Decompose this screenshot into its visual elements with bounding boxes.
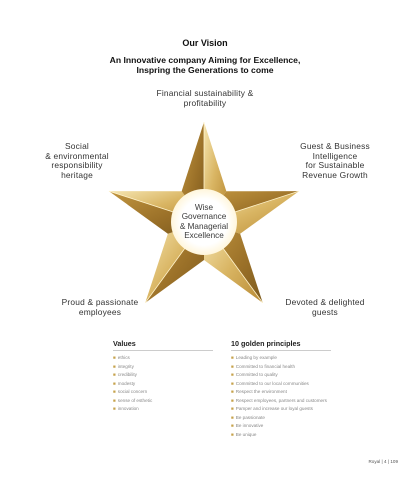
value-item: ■ ethics [113,355,130,360]
value-item: ■ innovation [113,406,139,411]
value-item: ■ social concern [113,389,148,394]
principle-item: ■ Respect employees, partners and customers [231,397,327,403]
value-item: ■ modesty [113,380,136,386]
bullet-icon: ■ [113,406,116,411]
bullet-icon: ■ [113,372,116,377]
value-item: ■ integrity [113,363,134,369]
bullet-icon: ■ [231,380,234,386]
bullet-icon: ■ [231,431,234,437]
star-label-left: Social & environmental responsibility heritage [45,141,109,180]
bullet-icon: ■ [231,397,234,403]
bullet-icon: ■ [231,414,234,420]
bullet-icon: ■ [231,372,234,377]
principle-item: ■ Be innovative [231,423,264,428]
principles-divider [231,350,331,351]
principle-item: ■ Leading by example [231,355,277,360]
bullet-icon: ■ [231,423,234,428]
principle-item: ■ Be unique [231,431,257,437]
page-title: Our Vision [182,38,228,48]
principle-item: ■ Be passionate [231,414,265,420]
principles-heading: 10 golden principles [231,339,301,348]
values-list [113,354,152,414]
vision-line-1: An Innovative company Aiming for Excellence, [109,55,301,65]
vision-line-2: Inspring the Generations to come [136,65,274,75]
star-label-top: Financial sustainability & profitability [156,88,254,108]
page-footer: Royal | 4 | 109 [368,459,398,464]
footer-page-total: 109 [390,459,398,464]
values-divider [113,350,213,351]
star-label-right: Guest & Business Intelligence for Sustainable Revenue Growth [300,141,370,180]
bullet-icon: ■ [113,363,116,369]
bullet-icon: ■ [113,397,116,403]
bullet-icon: ■ [231,355,234,360]
bullet-icon: ■ [231,406,234,411]
star-label-bottom-right: Devoted & delighted guests [285,297,365,317]
bullet-icon: ■ [231,363,234,369]
star-center-label: Wise Governance & Managerial Excellence [179,203,229,241]
principle-item: ■ Respect the environment [231,389,287,394]
principle-item: ■ Committed to financial health [231,363,296,369]
bullet-icon: ■ [113,355,116,360]
principle-item: ■ Committed to quality [231,372,278,377]
bullet-icon: ■ [113,389,116,394]
footer-page-number: 4 [384,459,387,464]
star-label-bottom-left: Proud & passionate employees [61,297,139,317]
footer-brand: Royal [368,459,381,464]
principle-item: ■ Committed to our local communities [231,380,309,386]
bullet-icon: ■ [113,380,116,386]
value-item: ■ sense of esthetic [113,397,153,403]
principles-list [231,354,327,439]
principle-item: ■ Pamper and increase our loyal guests [231,406,313,411]
value-item: ■ credibility [113,372,137,377]
values-heading: Values [113,339,136,348]
bullet-icon: ■ [231,389,234,394]
